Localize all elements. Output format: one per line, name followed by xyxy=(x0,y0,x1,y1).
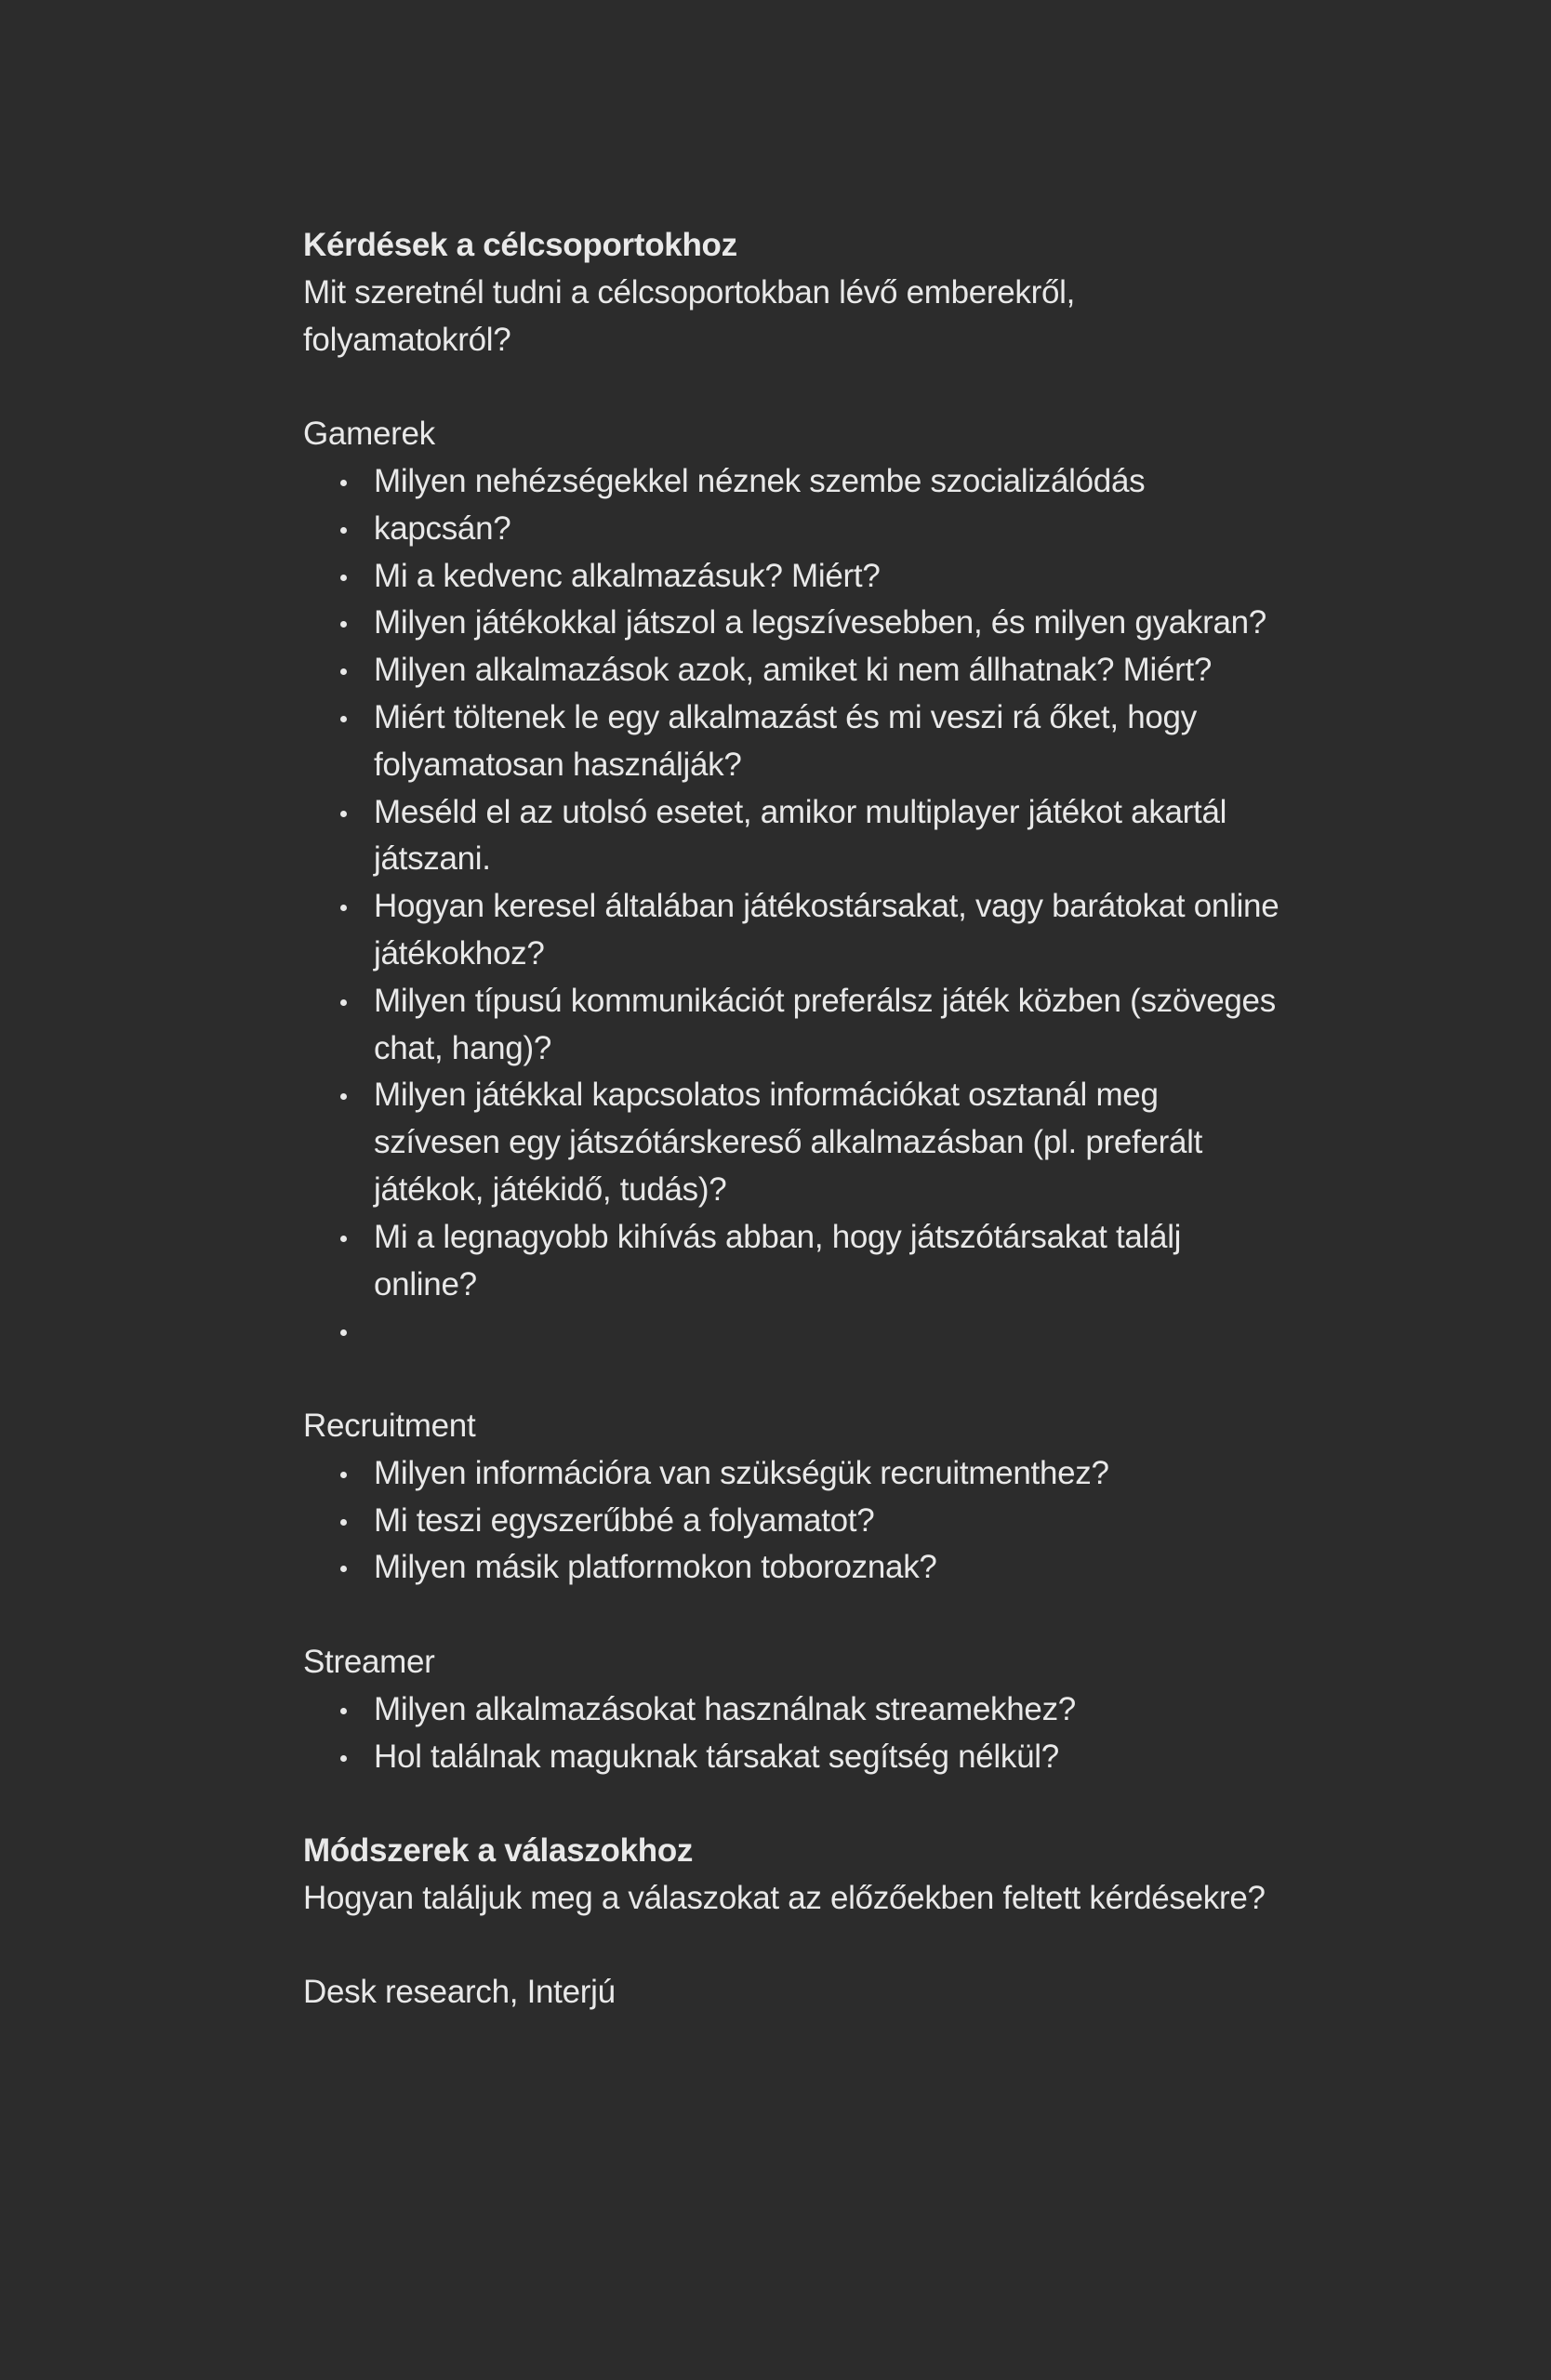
list-item: Milyen típusú kommunikációt preferálsz játék közben (szöveges chat, hang)? xyxy=(303,978,1289,1073)
section-heading: Kérdések a célcsoportokhoz xyxy=(303,227,737,263)
list-item: Milyen információra van szükségük recruitmenthez? xyxy=(303,1450,1289,1498)
list-item: Miért töltenek le egy alkalmazást és mi veszi rá őket, hogy folyamatosan használják? xyxy=(303,694,1289,789)
group-title-gamerek: Gamerek xyxy=(303,416,435,453)
list-item: Mi a kedvenc alkalmazásuk? Miért? xyxy=(303,553,1289,601)
recruitment-question-list xyxy=(303,1450,1289,1592)
list-item: Meséld el az utolsó esetet, amikor multiplayer játékot akartál játszani. xyxy=(303,789,1289,884)
section-description: Mit szeretnél tudni a célcsoportokban lévő emberekről, folyamatokról? xyxy=(303,273,1076,358)
streamer-question-list xyxy=(303,1686,1289,1781)
gamerek-question-list xyxy=(303,458,1289,1355)
list-item: kapcsán? xyxy=(303,506,1289,553)
list-item: Milyen alkalmazások azok, amiket ki nem állhatnak? Miért? xyxy=(303,647,1289,694)
group-title-recruitment: Recruitment xyxy=(303,1407,476,1444)
section-description: Hogyan találjuk meg a válaszokat az előzőekben feltett kérdésekre? xyxy=(303,1879,1266,1916)
list-item-empty xyxy=(303,1308,1289,1355)
list-item: Hogyan keresel általában játékostársakat, vagy barátokat online játékokhoz? xyxy=(303,883,1289,978)
section-heading: Módszerek a válaszokhoz xyxy=(303,1832,694,1870)
list-item: Hol találnak maguknak társakat segítség nélkül? xyxy=(303,1734,1289,1781)
spacer xyxy=(303,1780,1289,1828)
list-item: Mi teszi egyszerűbbé a folyamatot? xyxy=(303,1498,1289,1545)
list-item: Milyen másik platformokon toboroznak? xyxy=(303,1544,1289,1592)
spacer xyxy=(303,364,1289,411)
spacer xyxy=(303,1355,1289,1403)
spacer xyxy=(303,1592,1289,1639)
spacer xyxy=(303,1923,1289,1970)
methods-answer: Desk research, Interjú xyxy=(303,1974,616,2011)
list-item: Milyen alkalmazásokat használnak streamekhez? xyxy=(303,1686,1289,1734)
list-item: Milyen játékokkal játszol a legszívesebben, és milyen gyakran? xyxy=(303,600,1289,647)
list-item: Mi a legnagyobb kihívás abban, hogy játszótársakat találj online? xyxy=(303,1214,1289,1309)
list-item: Milyen játékkal kapcsolatos információkat osztanál meg szívesen egy játszótárskereső alkalmazásban (pl. preferált játékok, játékidő, tudás)? xyxy=(303,1072,1289,1213)
document xyxy=(303,222,1289,2016)
list-item: Milyen nehézségekkel néznek szembe szocializálódás xyxy=(303,458,1289,506)
group-title-streamer: Streamer xyxy=(303,1643,435,1680)
